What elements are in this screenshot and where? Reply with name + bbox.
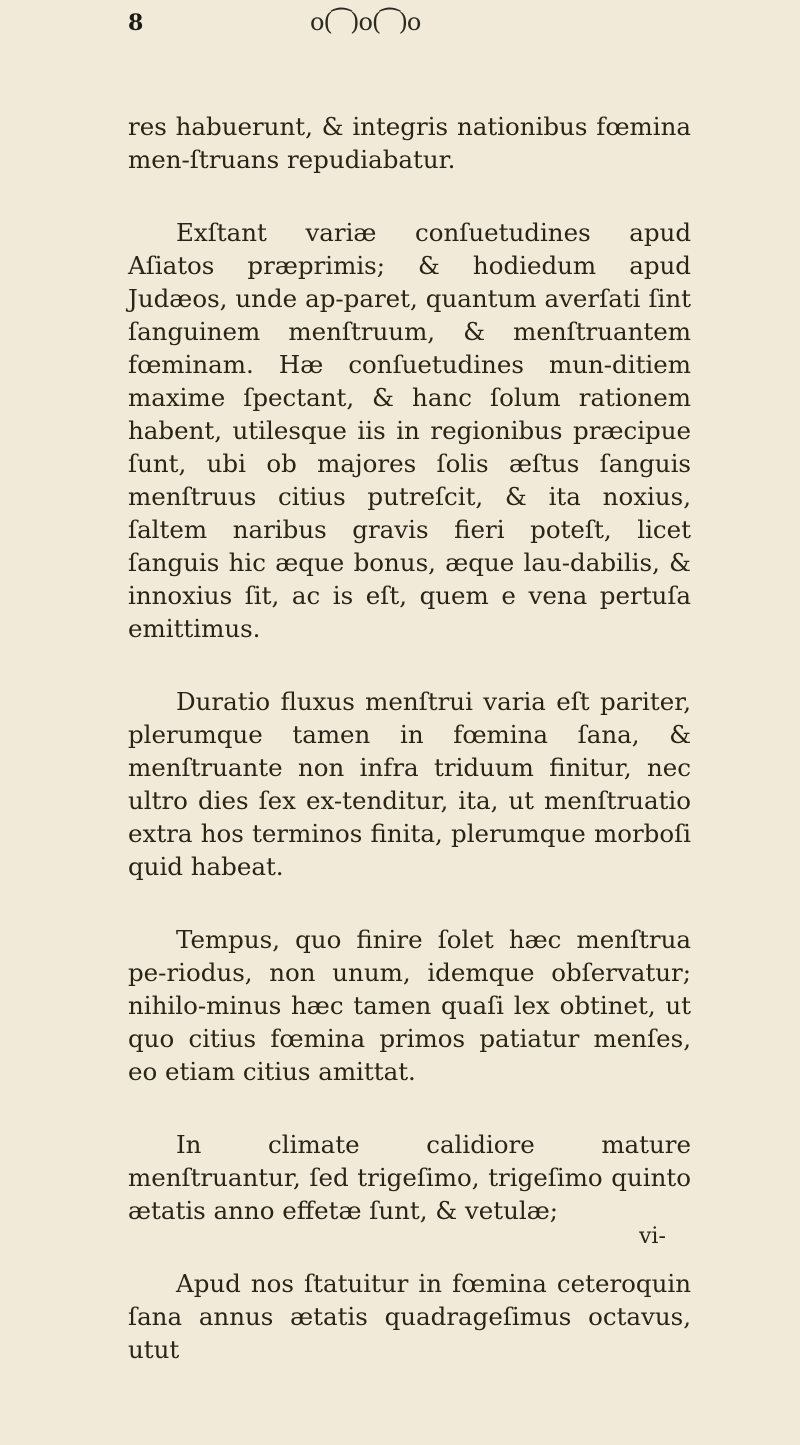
paragraph-apud-nos: Apud nos ſtatuitur in fœmina ceteroquin ſana annus ætatis quadrageſimus octavus, utut — [128, 1269, 691, 1364]
paragraph-continuation: res habuerunt, & integris nationibus fœmina men-ſtruans repudiabatur. — [128, 112, 691, 174]
page-header — [128, 10, 688, 50]
page-number: 8 — [128, 10, 144, 36]
paragraph-customs: Exſtant variæ conſuetudines apud Aſiatos præprimis; & hodiedum apud Judæos, unde ap-paret, quantum averſati ſint ſanguinem menſtruum, & menſtruantem fœminam. Hæ conſuetudines mun-ditiem maxime ſpectant, & hanc ſolum rationem habent, utilesque iis in regionibus præcipue ſunt, ubi ob majores ſolis æſtus ſanguis menſtruus citius putreſcit, & ita noxius, ſaltem naribus gravis fieri poteſt, licet ſanguis hic æque bonus, æque lau-dabilis, & innoxius ſit, ac is eſt, quem e vena pertuſa emittimus. — [128, 218, 691, 643]
body-text — [128, 110, 691, 1366]
header-ornament: o(⁀)o(⁀)o — [310, 8, 421, 36]
catchword: vi- — [639, 1224, 666, 1249]
paragraph-time: Tempus, quo finire ſolet hæc menſtrua pe-riodus, non unum, idemque obſervatur; nihilo-minus hæc tamen quaſi lex obtinet, ut quo citius fœmina primos patiatur menſes, eo etiam citius amittat. — [128, 925, 691, 1086]
paragraph-climate: In climate calidiore mature menſtruantur, ſed trigeſimo, trigeſimo quinto ætatis anno effetæ ſunt, & vetulæ; — [128, 1130, 691, 1225]
paragraph-duration: Duratio fluxus menſtrui varia eſt pariter, plerumque tamen in fœmina ſana, & menſtruante non infra triduum finitur, nec ultro dies ſex ex-tenditur, ita, ut menſtruatio extra hos terminos finita, plerumque morboſi quid habeat. — [128, 687, 691, 881]
